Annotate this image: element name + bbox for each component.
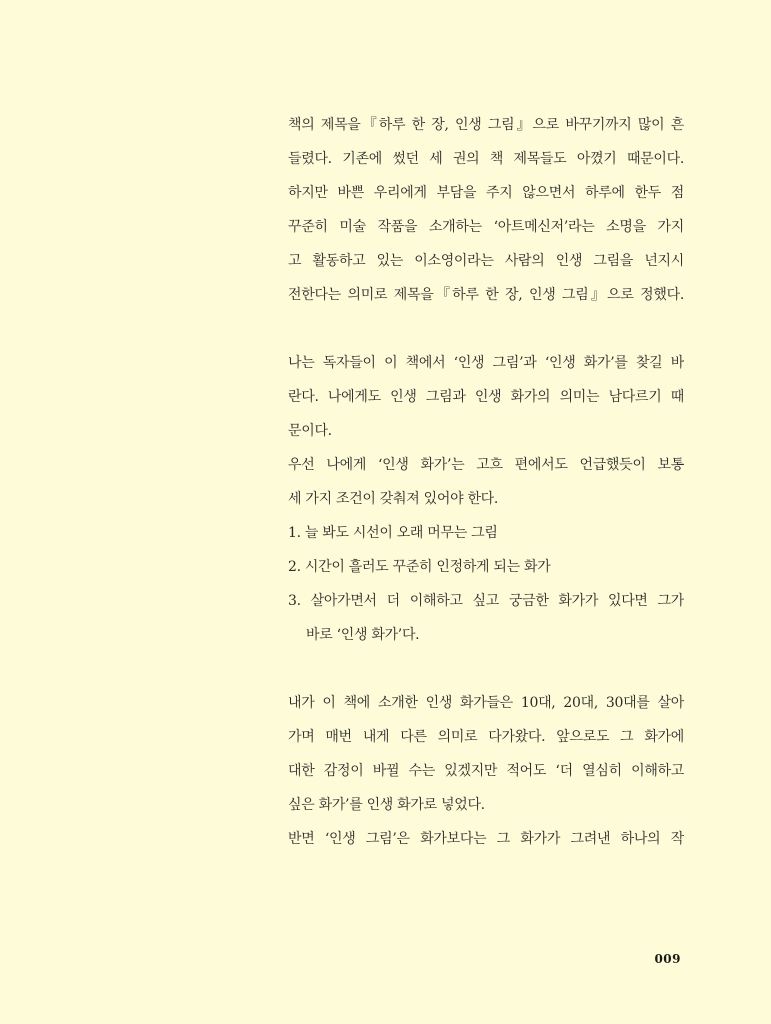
text-line: 문이다. bbox=[288, 423, 332, 439]
text-line: 내가 이 책에 소개한 인생 화가들은 10대, 20대, 30대를 살아 bbox=[288, 695, 684, 711]
list-item-continuation: 바로 ‘인생 화가’다. bbox=[306, 627, 420, 643]
text-line: 전한다는 의미로 제목을『하루 한 장, 인생 그림』으로 정했다. bbox=[288, 287, 684, 303]
text-line: 책의 제목을『하루 한 장, 인생 그림』으로 바꾸기까지 많이 흔 bbox=[288, 117, 684, 133]
text-line: 하지만 바쁜 우리에게 부담을 주지 않으면서 하루에 한두 점 bbox=[288, 185, 684, 201]
text-line: 나는 독자들이 이 책에서 ‘인생 그림’과 ‘인생 화가’를 찾길 바 bbox=[288, 355, 684, 371]
text-line: 꾸준히 미술 작품을 소개하는 ‘아트메신저’라는 소명을 가지 bbox=[288, 219, 684, 235]
text-line: 대한 감정이 바뀔 수는 있겠지만 적어도 ‘더 열심히 이해하고 bbox=[288, 763, 684, 779]
list-item: 1. 늘 봐도 시선이 오래 머무는 그림 bbox=[288, 525, 498, 541]
text-line: 세 가지 조건이 갖춰져 있어야 한다. bbox=[288, 491, 499, 507]
text-line: 우선 나에게 ‘인생 화가’는 고흐 편에서도 언급했듯이 보통 bbox=[288, 457, 684, 473]
text-line: 란다. 나에게도 인생 그림과 인생 화가의 의미는 남다르기 때 bbox=[288, 389, 684, 405]
body-text bbox=[288, 108, 684, 856]
list-item: 3. 살아가면서 더 이해하고 싶고 궁금한 화가가 있다면 그가 bbox=[288, 593, 684, 609]
page-number: 009 bbox=[654, 952, 681, 966]
text-line: 고 활동하고 있는 이소영이라는 사람의 인생 그림을 넌지시 bbox=[288, 253, 684, 269]
paragraph-gap bbox=[288, 312, 684, 346]
text-line: 들렸다. 기존에 썼던 세 권의 책 제목들도 아꼈기 때문이다. bbox=[288, 151, 684, 167]
paragraph-gap bbox=[288, 652, 684, 686]
text-line: 가며 매번 내게 다른 의미로 다가왔다. 앞으로도 그 화가에 bbox=[288, 729, 684, 745]
text-line: 반면 ‘인생 그림’은 화가보다는 그 화가가 그려낸 하나의 작 bbox=[288, 831, 684, 847]
text-line: 싶은 화가’를 인생 화가로 넣었다. bbox=[288, 797, 485, 813]
list-item: 2. 시간이 흘러도 꾸준히 인정하게 되는 화가 bbox=[288, 559, 551, 575]
